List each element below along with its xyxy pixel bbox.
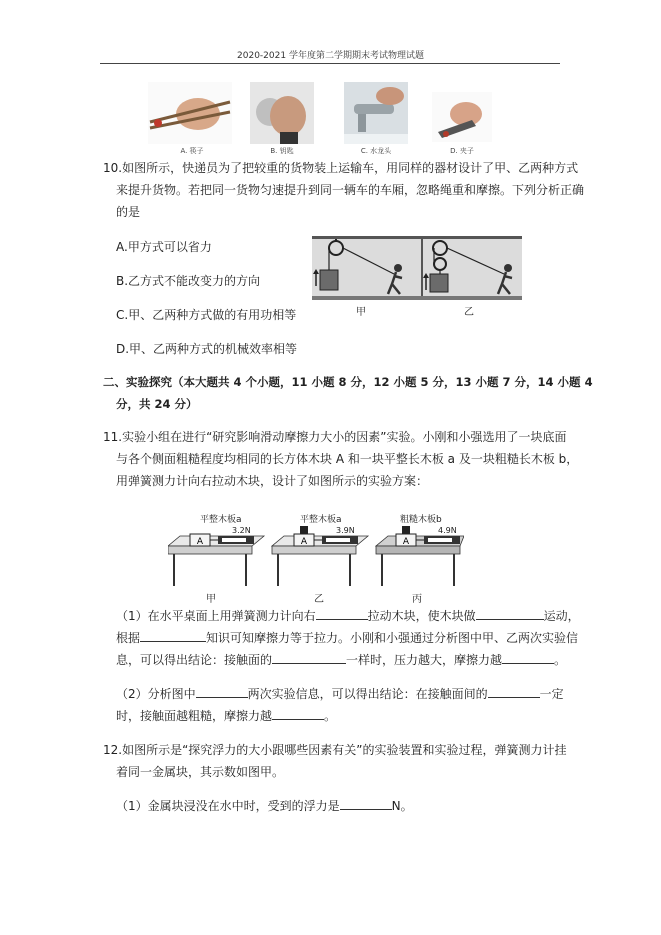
section2-title-line2: 分，共 24 分）: [116, 397, 198, 411]
q11-part1-text-h: 。: [554, 653, 567, 667]
tool-caption-c: C. 水龙头: [360, 147, 392, 155]
q11-blank-figure-pair[interactable]: [196, 685, 248, 698]
q11-stem-line2: 与各个侧面粗糙程度均相同的长方体木块 A 和一块平整长木板 a 及一块粗糙长木板 b，: [116, 452, 579, 466]
q12-part1-text-b: N。: [391, 799, 413, 813]
tool-picture-faucet: [344, 82, 408, 144]
q11-stem-line3: 用弹簧测力计向右拉动木块，设计了如图所示的实验方案：: [116, 474, 429, 488]
q11-setup-jia: [168, 534, 264, 586]
q11-board-label-bing: 粗糙木板b: [400, 515, 442, 525]
q11-board-label-jia: 平整木板a: [200, 515, 242, 525]
q11-part2-text-b: 两次实验信息，可以得出结论：在接触面间的: [247, 687, 488, 701]
q12-part1-text-a: （1）金属块浸没在水中时，受到的浮力是: [116, 799, 340, 813]
q12-blank-buoyant-force[interactable]: [340, 797, 392, 810]
q11-stem-line1: 11.实验小组在进行“研究影响滑动摩擦力大小的因素”实验。小刚和小强选用了一块底面: [103, 430, 567, 444]
q11-block-label-bing: A: [402, 537, 410, 547]
q11-fig-label-bing: 丙: [412, 594, 422, 605]
q10-stem-line2: 来提升货物。若把同一货物匀速提升到同一辆车的车厢，忽略绳重和摩擦。下列分析正确: [116, 183, 585, 197]
q10-option-a: A.甲方式可以省力: [116, 240, 212, 254]
q10-option-d: D.甲、乙两种方式的机械效率相等: [116, 342, 298, 356]
tool-caption-d: D. 夹子: [450, 147, 474, 155]
q11-part1-text-d: 根据: [116, 631, 141, 645]
q11-blank-surface-condition[interactable]: [272, 651, 346, 664]
q11-part1-text-f: 息，可以得出结论：接触面的: [116, 653, 273, 667]
q11-part1-text-b: 拉动木块，使木块做: [367, 609, 476, 623]
tool-caption-b: B. 钥匙: [270, 147, 294, 155]
q12-stem-line2: 着同一金属块，其示数如图甲。: [116, 765, 285, 779]
q11-force-reading-bing: 4.9N: [438, 526, 457, 535]
q10-option-b: B.乙方式不能改变力的方向: [116, 274, 261, 288]
q11-board-label-yi: 平整木板a: [300, 515, 342, 525]
q11-setup-bing: [376, 526, 464, 586]
q11-part1-text-e: 知识可知摩擦力等于拉力。小刚和小强通过分析图中甲、乙两次实验信: [206, 631, 579, 645]
q11-part2-text-e: 。: [324, 709, 337, 723]
q12-part1-line1: [116, 796, 413, 817]
q11-part1-text-a: （1）在水平桌面上用弹簧测力计向右: [116, 609, 316, 623]
q11-part1-line2: [116, 628, 578, 649]
section2-title-line1: 二、实验探究（本大题共 4 个小题，11 小题 8 分，12 小题 5 分，13 小题 7 分，14 小题 4: [103, 375, 593, 389]
q11-force-reading-yi: 3.9N: [336, 526, 355, 535]
q10-pulley-figure: [312, 236, 522, 300]
q11-blank-knowledge[interactable]: [140, 629, 206, 642]
q11-setup-yi: [272, 526, 368, 586]
q11-part1-line3: [116, 650, 566, 671]
q11-part2-line1: [116, 684, 564, 705]
q11-force-reading-jia: 3.2N: [232, 526, 251, 535]
q12-stem-line1: 12.如图所示是“探究浮力的大小跟哪些因素有关”的实验装置和实验过程，弹簧测力计挂: [103, 743, 567, 757]
q10-stem-line1: 10.如图所示，快递员为了把较重的货物装上运输车，用同样的器材设计了甲、乙两种方式: [103, 161, 579, 175]
q11-blank-motion-type[interactable]: [476, 607, 544, 620]
q10-stem-line3: 的是: [116, 205, 141, 219]
q11-block-label-yi: A: [300, 537, 308, 547]
q11-part2-text-d: 时，接触面越粗糙，摩擦力越: [116, 709, 273, 723]
q10-fig-label-jia: 甲: [356, 307, 366, 318]
q11-blank-roughness-trend[interactable]: [272, 707, 324, 720]
q11-part1-text-g: 一样时，压力越大，摩擦力越: [346, 653, 503, 667]
q11-fig-label-yi: 乙: [314, 594, 324, 605]
q11-part2-text-a: （2）分析图中: [116, 687, 196, 701]
q10-fig-label-yi: 乙: [464, 307, 474, 318]
q11-blank-constant-factor[interactable]: [488, 685, 540, 698]
tool-picture-clip: [432, 92, 492, 142]
q11-fig-label-jia: 甲: [206, 594, 216, 605]
q11-block-label-jia: A: [196, 537, 204, 547]
tool-picture-chopsticks: [148, 82, 232, 144]
q11-blank-pull-direction[interactable]: [316, 607, 368, 620]
q11-part2-line2: [116, 706, 336, 727]
q11-part1-line1: [116, 606, 580, 627]
header-rule: [100, 63, 560, 64]
q10-option-c: C.甲、乙两种方式做的有用功相等: [116, 308, 297, 322]
tool-caption-a: A. 筷子: [180, 147, 204, 155]
tool-picture-key: [250, 82, 314, 144]
q11-part1-text-c: 运动，: [543, 609, 580, 623]
q11-blank-friction-trend[interactable]: [502, 651, 554, 664]
page-header: 2020-2021 学年度第二学期期末考试物理试题: [237, 51, 424, 61]
q11-part2-text-c: 一定: [539, 687, 564, 701]
